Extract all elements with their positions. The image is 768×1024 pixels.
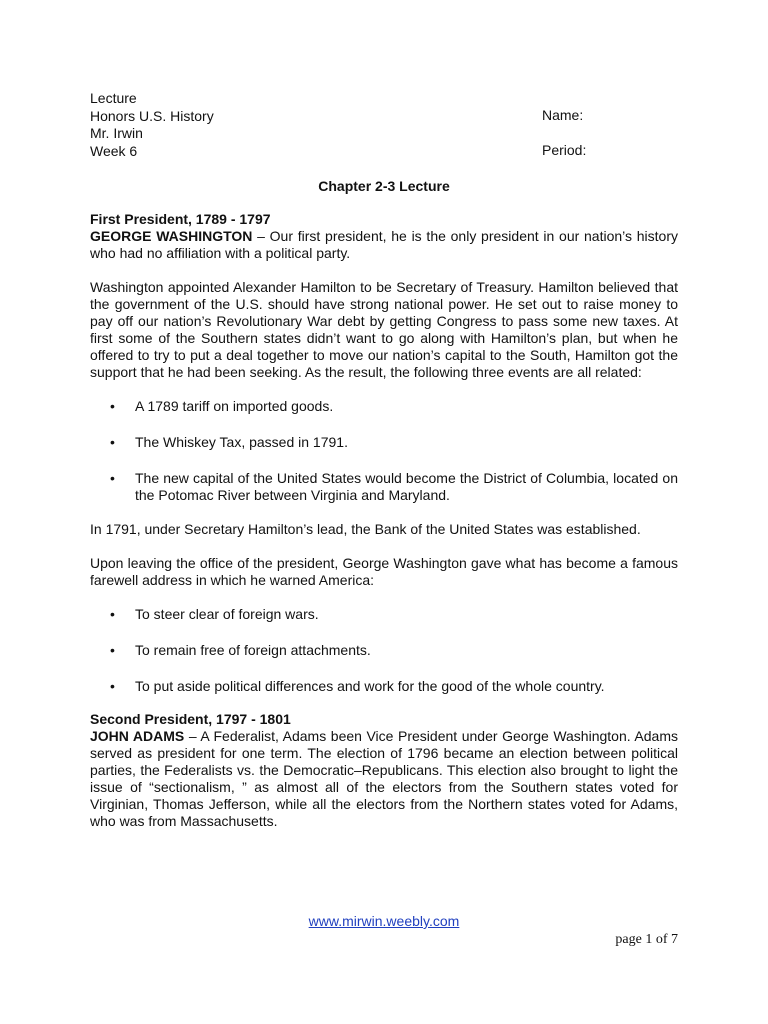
farewell-paragraph: Upon leaving the office of the president, George Washington gave what has become a famous farewell address in which he warned America: (90, 555, 678, 588)
list-item (90, 398, 678, 415)
adams-lead: JOHN ADAMS (90, 728, 185, 744)
list-item (90, 606, 678, 623)
washington-intro-text: – Our first president, he is the only president in our nation’s history who had no affiliation with a political party. (90, 228, 678, 261)
bank-paragraph: In 1791, under Secretary Hamilton’s lead, the Bank of the United States was established. (90, 521, 641, 537)
document-header (90, 90, 678, 160)
bullet-icon: • (110, 678, 115, 694)
page-number: page 1 of 7 (615, 932, 678, 947)
website-link[interactable]: www.mirwin.weebly.com (308, 913, 460, 929)
list-item (90, 642, 678, 659)
list-item (90, 434, 678, 451)
header-line-week: Week 6 (90, 142, 138, 159)
adams-paragraph (90, 728, 678, 830)
student-fields (542, 107, 586, 159)
list-item-text: To put aside political differences and work for the good of the whole country. (135, 678, 605, 694)
footer-link-container (0, 913, 768, 929)
adams-text: – A Federalist, Adams been Vice President under George Washington. Adams served as president for one term. The election of 1796 became an election between political parties, the Federalists vs. the Democratic–Republicans. This election also brought to light the issue of “sectionalism, ” as almost all of the electors from the Southern states voted for Virginian, Thomas Jefferson, while all the electors from the Northern states voted for Adams, who was from Massachusetts. (90, 728, 678, 829)
bullet-icon: • (110, 434, 115, 450)
list-item-text: A 1789 tariff on imported goods. (135, 398, 334, 414)
bullet-icon: • (110, 642, 115, 658)
list-item-text: To remain free of foreign attachments. (135, 642, 371, 658)
course-info (90, 90, 214, 160)
section-heading-first-president: First President, 1789 - 1797 (90, 211, 271, 227)
bullet-icon: • (110, 606, 115, 622)
name-label: Name: (542, 107, 584, 123)
period-label: Period: (542, 141, 587, 158)
list-item-text: To steer clear of foreign wars. (135, 606, 319, 622)
farewell-warnings-list (90, 606, 678, 695)
washington-lead: GEORGE WASHINGTON (90, 228, 253, 244)
hamilton-paragraph: Washington appointed Alexander Hamilton to be Secretary of Treasury. Hamilton believed that the government of the U.S. should have strong national power. He set out to raise money to pay off our nation’s Revolutionary War debt by getting Congress to pass some new taxes. At first some of the Southern states didn’t want to go along with Hamilton’s plan, but when he offered to try to put a deal together to move our nation’s capital to the South, Hamilton got the support that he had been seeking. As the result, the following three events are all related: (90, 279, 678, 380)
header-line-course: Honors U.S. History (90, 107, 214, 124)
document-page (90, 90, 678, 830)
page-title: Chapter 2-3 Lecture (318, 178, 450, 194)
list-item-text: The new capital of the United States would become the District of Columbia, located on the Potomac River between Virginia and Maryland. (135, 470, 678, 503)
list-item (90, 678, 678, 695)
header-line-teacher: Mr. Irwin (90, 125, 143, 141)
bullet-icon: • (110, 470, 115, 486)
list-item-text: The Whiskey Tax, passed in 1791. (135, 434, 348, 450)
washington-intro (90, 228, 678, 262)
section-heading-second-president: Second President, 1797 - 1801 (90, 711, 291, 727)
list-item (90, 470, 678, 504)
related-events-list (90, 398, 678, 504)
header-line-lecture: Lecture (90, 90, 137, 106)
bullet-icon: • (110, 398, 115, 414)
